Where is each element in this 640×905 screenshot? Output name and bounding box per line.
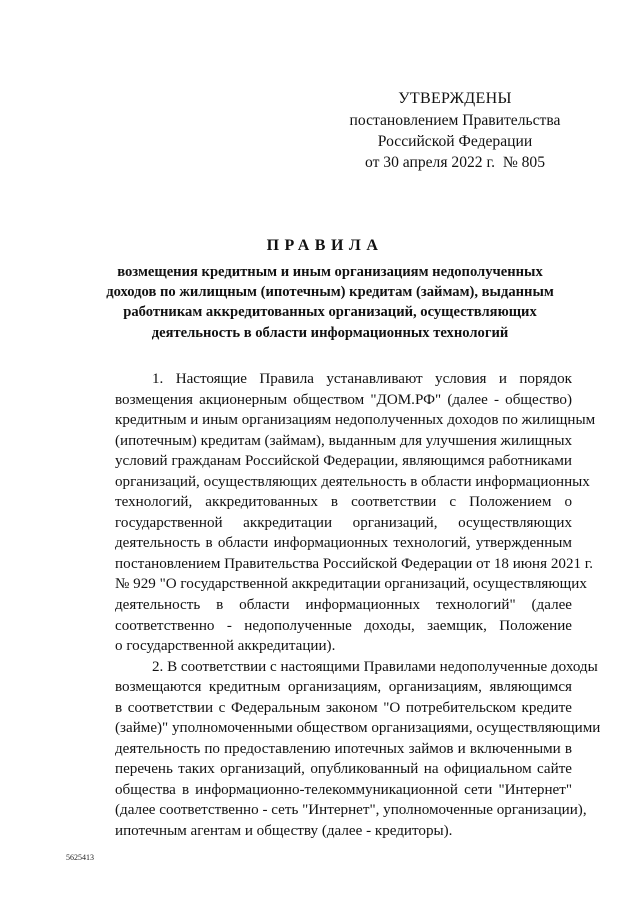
paragraph-line: в соответствии с Федеральным законом "О потребительском кредите [115, 699, 572, 716]
paragraph-line: кредитным и иным организациям недополученных доходов по жилищным [115, 412, 596, 429]
subtitle-line: возмещения кредитным и иным организациям недополученных [117, 264, 543, 280]
paragraph-line: деятельность в области информационных технологий, утвержденным [115, 535, 572, 552]
paragraph-line: ипотечным агентам и обществу (далее - кредиторы). [115, 823, 453, 840]
paragraph-line: 2. В соответствии с настоящими Правилами недополученные доходы [152, 658, 598, 675]
approval-line-3: от 30 апреля 2022 г. № 805 [364, 154, 545, 171]
subtitle-line: деятельность в области информационных технологий [151, 324, 509, 341]
document-body [78, 369, 601, 842]
paragraph-line: государственной аккредитации организаций, осуществляющих [115, 514, 572, 531]
paragraph-line: условий гражданам Российской Федерации, являющимся работниками [115, 453, 572, 470]
approval-heading: УТВЕРЖДЕНЫ [398, 90, 512, 107]
subtitle-line: работникам аккредитованных организаций, осуществляющих [123, 304, 537, 321]
paragraph-line: возмещения акционерным обществом "ДОМ.РФ" (далее - общество) [115, 391, 572, 408]
approval-block [330, 88, 580, 173]
document-code: 5625413 [66, 853, 94, 862]
approval-line-2: Российской Федерации [377, 133, 533, 150]
paragraph-line: (далее соответственно - сеть "Интернет", уполномоченные организации), [115, 802, 587, 819]
paragraph-1 [78, 369, 596, 657]
paragraph-line: соответственно - недополученные доходы, заемщик, Положение [115, 617, 572, 634]
document-title: ПРАВИЛА [266, 237, 384, 254]
paragraph-line: деятельность в области информационных технологий" (далее [115, 597, 572, 614]
paragraph-line: о государственной аккредитации). [115, 638, 336, 655]
paragraph-line: № 929 "О государственной аккредитации организаций, осуществляющих [115, 576, 587, 593]
paragraph-line: возмещаются кредитным организациям, организациям, являющимся [115, 679, 572, 696]
paragraph-line: (ипотечным) кредитам (займам), выданным для улучшения жилищных [115, 432, 573, 449]
paragraph-line: (займе)" уполномоченными обществом организациями, осуществляющими [115, 720, 601, 737]
paragraph-line: перечень таких организаций, опубликованный на официальном сайте [115, 761, 572, 778]
paragraph-line: 1. Настоящие Правила устанавливают условия и порядок [152, 371, 572, 387]
paragraph-line: общества в информационно-телекоммуникационной сети "Интернет" [115, 781, 572, 798]
paragraph-line: постановлением Правительства Российской Федерации от 18 июня 2021 г. [115, 555, 594, 572]
paragraph-line: деятельность по предоставлению ипотечных займов и включенными в [115, 740, 572, 757]
paragraph-2 [78, 657, 601, 842]
paragraph-line: организаций, осуществляющих деятельность в области информационных [115, 473, 590, 490]
document-subtitle [60, 262, 600, 343]
approval-line-1: постановлением Правительства [349, 112, 561, 129]
subtitle-line: доходов по жилищным (ипотечным) кредитам (займам), выданным [106, 284, 554, 301]
paragraph-line: технологий, аккредитованных в соответствии с Положением о [115, 494, 572, 511]
